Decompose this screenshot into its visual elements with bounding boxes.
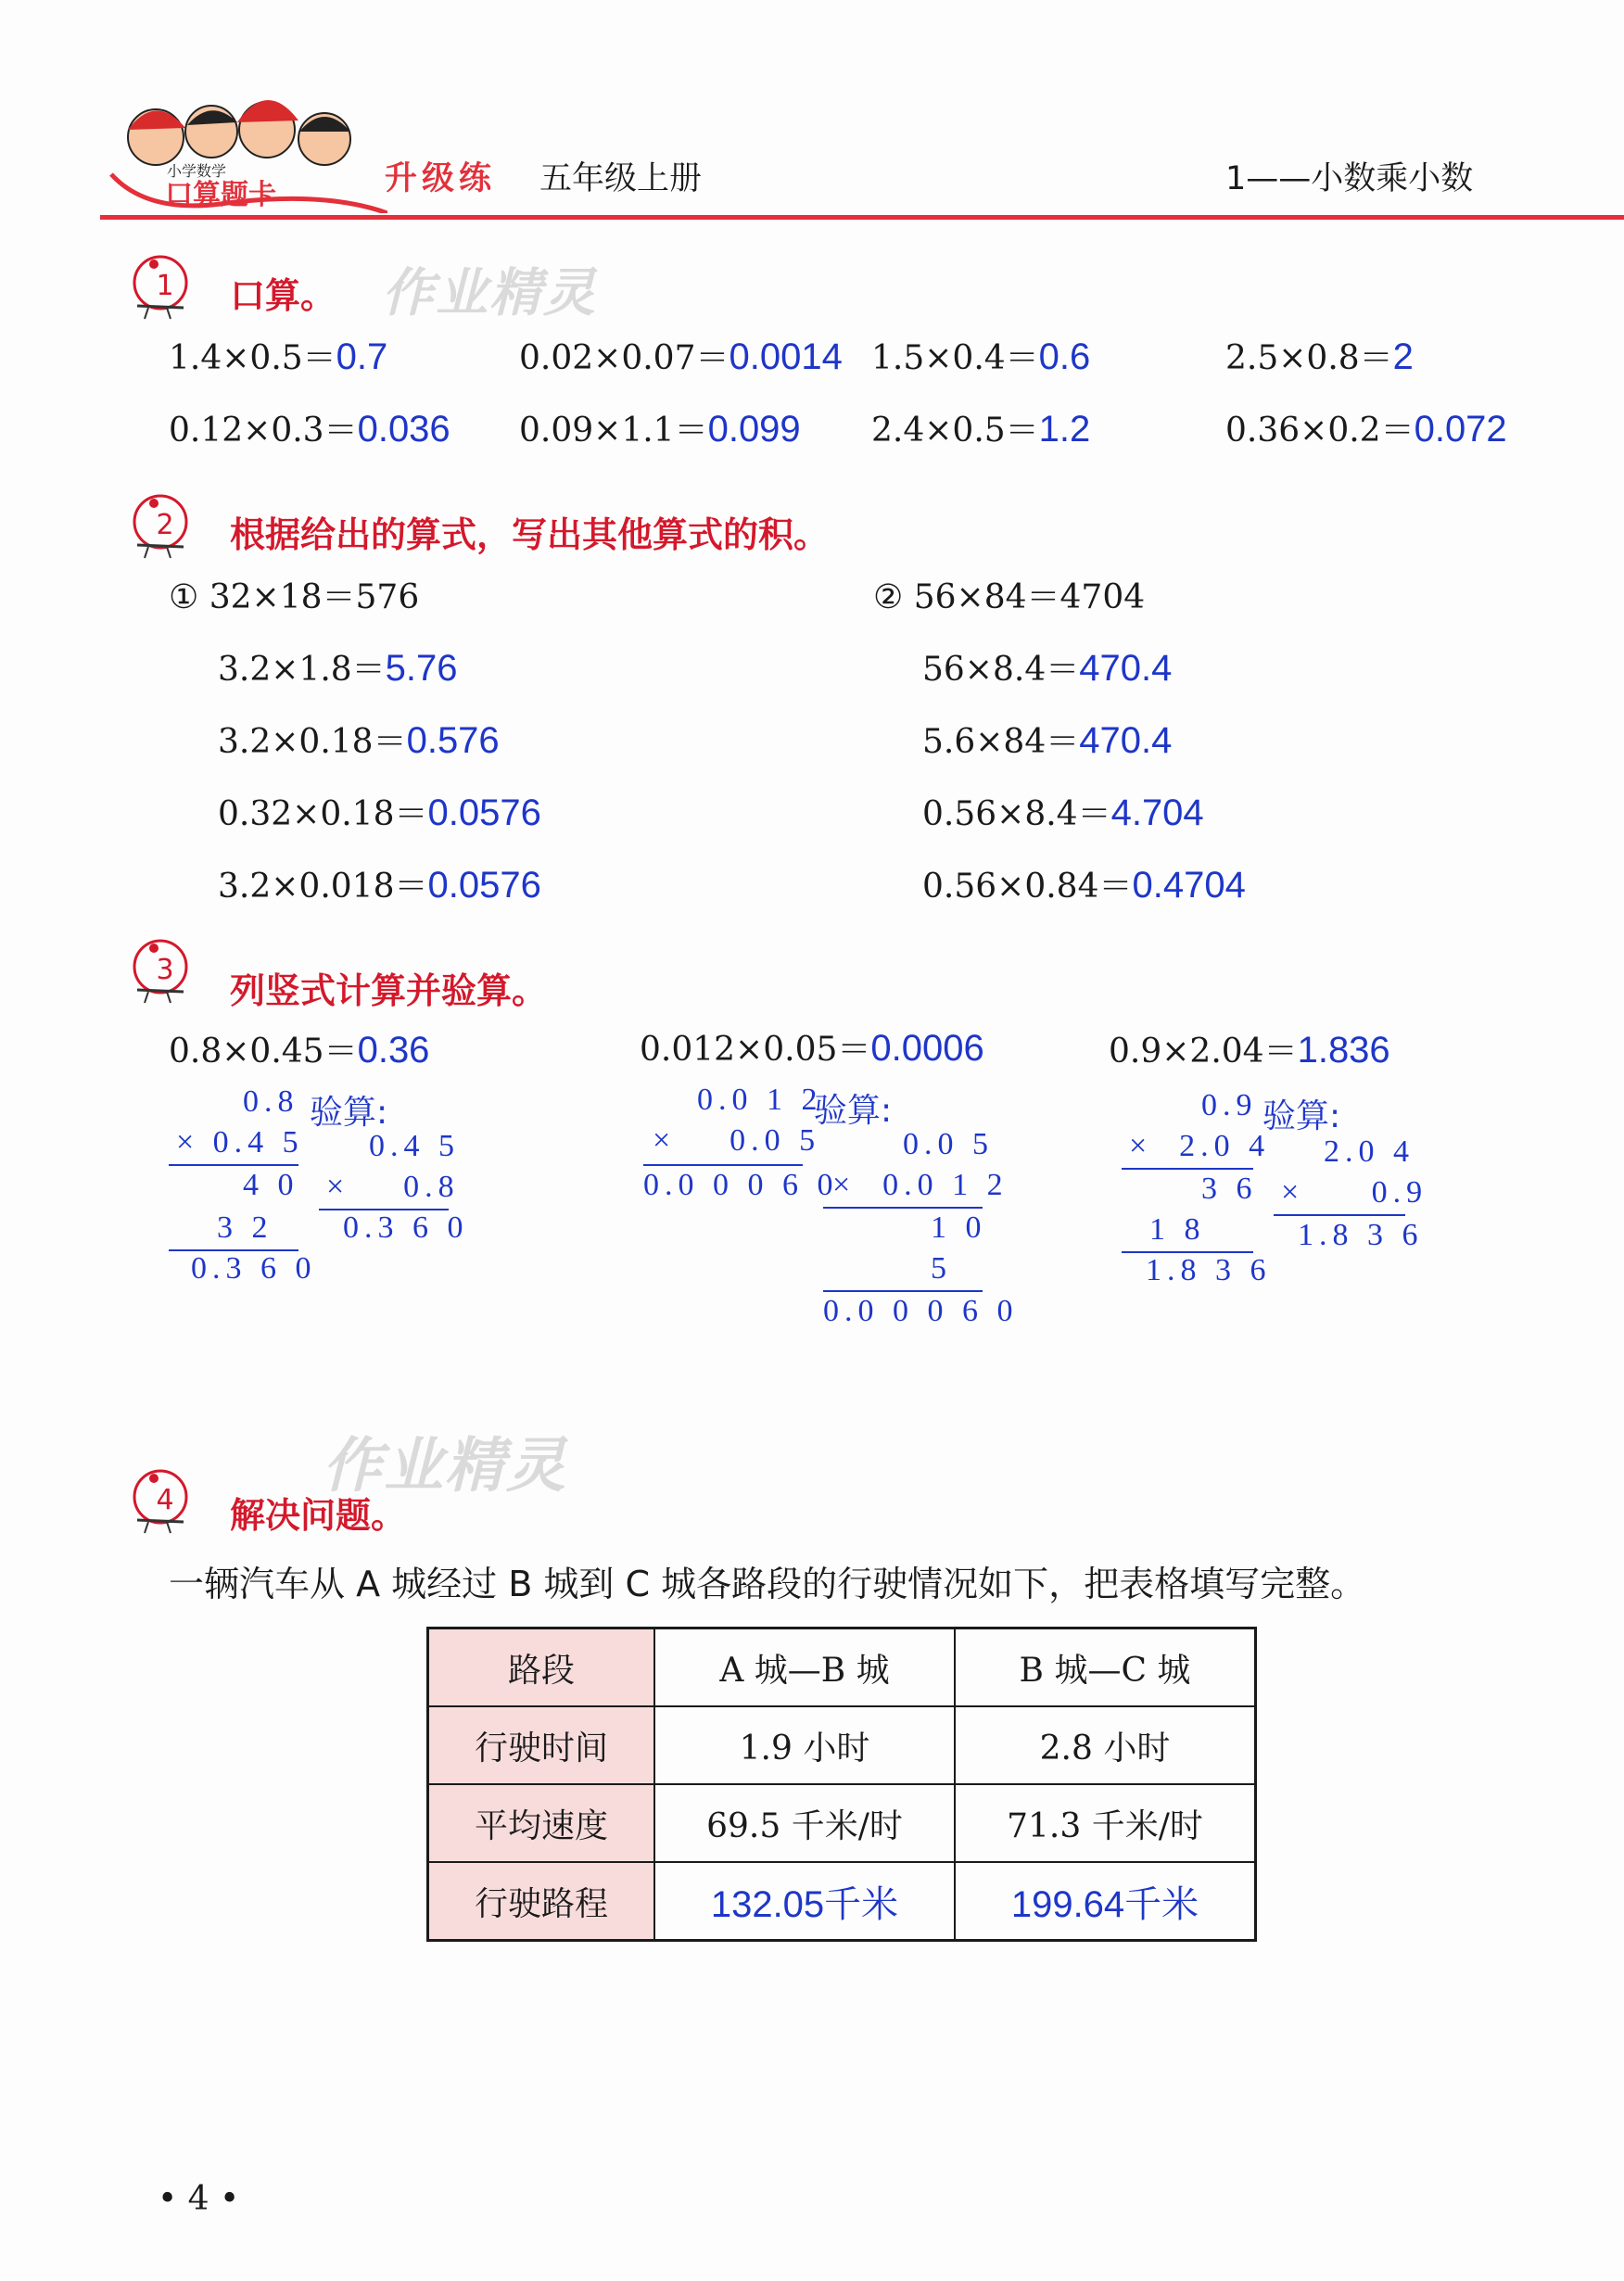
oral-item: 1.5×0.4＝0.6 — [871, 336, 1091, 377]
derived-item: 56×8.4＝470.4 — [922, 648, 1173, 689]
derived-item: 0.56×8.4＝4.704 — [922, 792, 1204, 833]
given-equation: ① 32×18＝576 — [169, 578, 420, 616]
calc-line: × 0.0 5 — [653, 1123, 821, 1158]
verify-line: × 0.0 1 2 — [832, 1168, 1009, 1202]
svg-text:1: 1 — [156, 270, 174, 302]
travel-table — [426, 1627, 1257, 1942]
table-cell: 2.8 小时 — [955, 1706, 1256, 1784]
table-cell: 71.3 千米/时 — [955, 1784, 1256, 1862]
derived-item: 5.6×84＝470.4 — [922, 720, 1173, 761]
grade-label: 五年级上册 — [539, 160, 703, 197]
problem-text: 一辆汽车从 A 城经过 B 城到 C 城各路段的行驶情况如下，把表格填写完整。 — [169, 1564, 1366, 1604]
oral-item: 0.36×0.2＝0.072 — [1225, 409, 1507, 450]
calc-line: 3 6 — [1201, 1172, 1258, 1206]
table-header-cell: 路段 — [428, 1628, 655, 1707]
calc-line: 1.8 3 6 — [1146, 1253, 1272, 1287]
series-label: 升级练 — [385, 160, 497, 197]
table-cell — [955, 1862, 1256, 1941]
verify-line: × 0.9 — [1281, 1175, 1428, 1210]
table-row — [428, 1706, 1256, 1784]
answer: 199.64千米 — [1010, 1883, 1199, 1925]
table-row — [428, 1784, 1256, 1862]
bird-number-icon — [128, 489, 193, 564]
calc-rule — [169, 1164, 298, 1166]
calc-rule — [823, 1290, 983, 1292]
verify-line: 0.0 5 — [903, 1127, 994, 1161]
verify-line: 5 — [931, 1251, 952, 1286]
vertical-problem: 0.8×0.45＝0.36 — [169, 1030, 430, 1071]
verify-line: 1.8 3 6 — [1298, 1218, 1424, 1252]
watermark: 作业精灵 — [382, 263, 597, 323]
derived-item: 3.2×1.8＝5.76 — [218, 648, 458, 689]
verify-line: 0.3 6 0 — [343, 1210, 469, 1245]
verify-line: 2.0 4 — [1324, 1134, 1415, 1169]
calc-line: × 0.4 5 — [176, 1125, 304, 1160]
check-label: 验算: — [814, 1092, 893, 1130]
oral-item: 1.4×0.5＝0.7 — [169, 336, 388, 377]
table-row — [428, 1862, 1256, 1941]
table-header-cell: A 城—B 城 — [654, 1628, 955, 1707]
verify-line: 1 0 — [931, 1210, 987, 1245]
table-row — [428, 1628, 1256, 1707]
logo — [109, 74, 387, 213]
svg-text:3: 3 — [156, 954, 174, 986]
table-cell — [654, 1862, 955, 1941]
svg-text:口算题卡: 口算题卡 — [165, 179, 276, 211]
calc-rule — [1274, 1214, 1405, 1216]
page-number: • 4 • — [158, 2180, 240, 2218]
verify-line: 0.4 5 — [369, 1129, 460, 1163]
derived-item: 3.2×0.18＝0.576 — [218, 720, 500, 761]
vertical-problem: 0.9×2.04＝1.836 — [1109, 1030, 1390, 1071]
calc-rule — [1122, 1168, 1253, 1170]
given-equation: ② 56×84＝4704 — [873, 578, 1146, 616]
table-cell: 1.9 小时 — [654, 1706, 955, 1784]
svg-text:4: 4 — [156, 1484, 174, 1516]
derived-item: 0.32×0.18＝0.0576 — [218, 792, 541, 833]
verify-line: 0.0 0 0 6 0 — [823, 1294, 1019, 1328]
oral-item: 2.5×0.8＝2 — [1225, 336, 1414, 377]
calc-line: 0.0 0 0 6 0 — [643, 1168, 839, 1202]
vertical-problem: 0.012×0.05＝0.0006 — [640, 1028, 984, 1069]
bird-number-icon — [128, 250, 193, 324]
calc-line: × 2.0 4 — [1129, 1129, 1271, 1163]
row-label: 平均速度 — [428, 1784, 655, 1862]
oral-item: 0.02×0.07＝0.0014 — [519, 336, 843, 377]
calc-line: 3 2 — [217, 1210, 273, 1245]
calc-rule — [643, 1164, 803, 1166]
section-3-title: 列竖式计算并验算。 — [230, 970, 548, 1011]
svg-text:2: 2 — [156, 509, 174, 541]
calc-line: 0.9 — [1201, 1088, 1258, 1122]
row-label: 行驶路程 — [428, 1862, 655, 1941]
unit-label: 1——小数乘小数 — [1225, 160, 1474, 197]
calc-line: 0.0 1 2 — [697, 1083, 823, 1117]
table-cell: 69.5 千米/时 — [654, 1784, 955, 1862]
check-label: 验算: — [1262, 1097, 1341, 1135]
check-label: 验算: — [310, 1094, 388, 1132]
derived-item: 0.56×0.84＝0.4704 — [922, 865, 1246, 906]
calc-line: 4 0 — [243, 1168, 299, 1202]
row-label: 行驶时间 — [428, 1706, 655, 1784]
section-1-title: 口算。 — [230, 275, 336, 316]
derived-item: 3.2×0.018＝0.0576 — [218, 865, 541, 906]
section-4-title: 解决问题。 — [230, 1495, 407, 1536]
svg-text:小学数学: 小学数学 — [167, 162, 227, 180]
section-2-title: 根据给出的算式，写出其他算式的积。 — [230, 514, 830, 555]
calc-line: 1 8 — [1149, 1212, 1206, 1247]
verify-line: × 0.8 — [326, 1170, 460, 1204]
calc-rule — [823, 1207, 983, 1209]
header-divider — [100, 215, 1624, 220]
oral-item: 0.09×1.1＝0.099 — [519, 409, 801, 450]
oral-item: 2.4×0.5＝1.2 — [871, 409, 1091, 450]
oral-item: 0.12×0.3＝0.036 — [169, 409, 450, 450]
table-header-cell: B 城—C 城 — [955, 1628, 1256, 1707]
bird-number-icon — [128, 1464, 193, 1539]
bird-number-icon — [128, 934, 193, 1008]
watermark: 作业精灵 — [323, 1432, 567, 1501]
calc-line: 0.3 6 0 — [191, 1251, 317, 1286]
calc-line: 0.8 — [243, 1084, 299, 1119]
answer: 132.05千米 — [710, 1883, 899, 1925]
